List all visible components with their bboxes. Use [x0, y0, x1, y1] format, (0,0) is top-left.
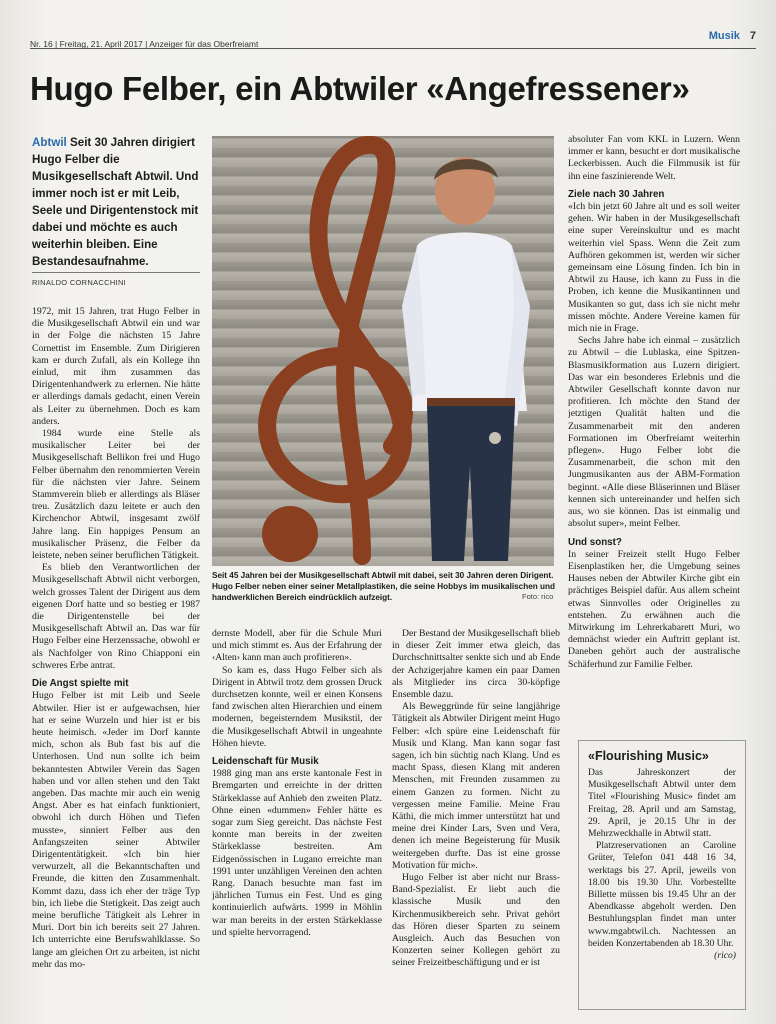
clef-base-disc: [262, 506, 318, 562]
paragraph: Sechs Jahre habe ich einmal – zusätzlich zu Abtwil – die Lublaska, eine Spitzen-Blasmusikformation aus Luzern dirigiert. Das war ein besonderes Erlebnis und die Abtwiler Gesellschaft konnte davon nur profitieren. Ich möchte den Stand der jetztigen Qualität halten und die Zusammenarbeit mit den anderen Formationen im Oberfreiamt weiterhin pflegen». Hugo Felber lobt die Zusammenarbeit, die schon mit den Jungmusikanten aus der ABM-Formation beginnt. «Alle diese Bläserinnen und Bläser kennen sich untereinander und helfen sich aus, wo sie können. Das ist einmalig und absolut super», meint Felber.: [568, 335, 740, 530]
article-column-4: [568, 134, 740, 734]
issue-line: Nr. 16 | Freitag, 21. April 2017 | Anzeiger für das Oberfreiamt: [30, 39, 259, 49]
photo-caption: Seit 45 Jahren bei der Musikgesellschaft Abtwil mit dabei, seit 30 Jahren deren Dirigent. Hugo Felber neben einer seiner Metallplastiken, die seine Hobbys im musikalischen und handwerklichen Bereich eindrücklich aufzeigt.: [212, 571, 556, 602]
info-box-signature: (rico): [714, 950, 736, 962]
subheading: Und sonst?: [568, 536, 622, 548]
paragraph: Es blieb den Verantwortlichen der Musikgesellschaft Abtwil nicht verborgen, welch grosses Talent der Dirigent aus dem eigenen Dorf hatte und so bestieg er 1987 die Dirigentenstelle bei der Musikgesellschaft Abtwil an. Das war für Hugo Felber eine Herzenssache, obwohl er als Nachfolger von Rino Chiapponi ein schweres Erbe antrat.: [32, 562, 200, 671]
paragraph: 1972, mit 15 Jahren, trat Hugo Felber in die Musikgesellschaft Abtwil ein und war in der Folge die nächsten 15 Jahre Cornettist im Ensemble. Zum Dirigieren kam er durch Zufall, als ein Kollege ihn einlud, mit ihm zusammen das Dirigentenhandwerk zu erlernen. Nie hätte er allerdings damals gedacht, einen Verein als Leiter zu übernehmen. Doch es kam anders.: [32, 306, 200, 427]
page-number: 7: [749, 30, 756, 42]
info-box-title: «Flourishing Music»: [588, 749, 709, 763]
paragraph: Der Bestand der Musikgesellschaft blieb in dieser Zeit immer etwa gleich, das Durchschnittsalter senkte sich und ab Ende der Achzigerjahre kamen ein paar Damen als Mitglieder ins circa 30-köpfige Ensemble dazu.: [392, 628, 560, 701]
article-photo: [212, 136, 554, 566]
paragraph: Als Beweggründe für seine langjährige Tätigkeit als Abtwiler Dirigent meint Hugo Felber: «Ich spüre eine Leidenschaft für Musik und Klang. Man kann sogar fast sagen, ich bin süchtig nach Klang. Und es macht Spass, diesen Klang mit anderen Menschen, mit Freunden zusammen zu einem Ganzen zu formen. Nicht zu vergessen meine Familie. Meine Frau Käthi, die mich immer unterstützt hat und meine drei Kinder Lars, Sven und Vera, denen ich meine Begeisterung für Musik weitergeben durfte. Das ist eine grosse Motivation für mich».: [392, 701, 560, 871]
section-name: Musik: [708, 30, 740, 42]
subheading: Die Angst spielte mit: [32, 678, 129, 690]
info-box-paragraph: Das Jahreskonzert der Musikgesellschaft Abtwil unter dem Titel «Flourishing Music» findet am Freitag, 28. April und am Samstag, 29. April, je 20.15 Uhr in der Mehrzweckhalle in Abtwil statt.: [588, 767, 736, 840]
photo-credit: Foto: rico: [522, 592, 554, 601]
article-column-1: [32, 306, 200, 1006]
concert-info-box: [578, 740, 746, 1010]
paragraph: absoluter Fan vom KKL in Luzern. Wenn immer er kann, besucht er dort musikalische Leckerbissen. Auch die Filmmusik ist für ihn eine faszinierende Welt.: [568, 134, 740, 182]
paragraph: 1988 ging man ans erste kantonale Fest in Bremgarten und erreichte in der dritten Stärkeklasse auf Anhieb den zweiten Platz. Ohne einen «dummen» Fehler hätte es sogar zum Sieg gereicht. Das nächste Fest konnte man bereits in der zweiten Stärkeklasse bestreiten. Am Eidgenössischen in Lugano erreichte man 1991 unter unzähligen Vereinen den achten Rang. Danach besuchte man fast im jährlichen Turnus ein Fest. Und es ging kontinuierlich aufwärts. 1999 in Möhlin war man bereits in der ersten Stärkeklasse und spielte hervorragend.: [212, 768, 382, 938]
section-label: [709, 30, 756, 42]
subheading: Ziele nach 30 Jahren: [568, 188, 665, 200]
lead-text: Seit 30 Jahren dirigiert Hugo Felber die Musikgesellschaft Abtwil. Und immer noch ist er mit Leib, Seele und Dirigentenstock mit dabei und möchte es auch weiterhin bleiben. Eine Bestandesaufnahme.: [32, 136, 199, 268]
headline: Hugo Felber, ein Abtwiler «Angefressener»: [30, 70, 690, 107]
info-box-paragraph: Platzreservationen an Caroline Grüter, Telefon 041 448 16 34, werktags bis 27. April, jeweils von 18.00 bis 19.30 Uhr. Vorbestellte Billette müssen bis 19.45 Uhr an der Abendkasse abgeholt werden. Den Bestuhlungsplan findet man unter www.mgabtwil.ch. Nachtessen an beiden Konzertabenden ab 18.30 Uhr.: [588, 840, 736, 949]
paragraph: Hugo Felber ist mit Leib und Seele Abtwiler. Hier ist er aufgewachsen, hier hat er seine Wurzeln und hier ist er bis heute heimisch. «Jeder im Dorf kannte mich, schon als Bub fast bis auf die Unterhosen. Und nun sollte ich beim bekanntesten Abtwiler Verein das Sagen haben und vor allen stehen und den Takt angeben. Das machte mir auch ein wenig Angst. Aber es hat einfach funktioniert, obwohl ich durch Höhen und Tiefen musste», sinniert Felber aus den Anfangszeiten seiner Abtwiler Dirigententätigkeit. «Ich bin hier verwurzelt, all die Bekanntschaften und Freunde, die kitten den Zusammenhalt. Kommt dazu, dass ich eher der träge Typ bin, ich liebe die Stetigkeit. Das zeigt auch meine berufliche Tätigkeit als Lehrer in Muri. Dort bin ich bereits seit 27 Jahren. Ich unterrichte eine Berufswahlklasse. So lange am gleichen Ort zu arbeiten, ist nicht mehr das mo-: [32, 690, 200, 970]
article-column-2: [212, 628, 382, 1008]
paragraph: dernste Modell, aber für die Schule Muri und mich stimmt es. Aus der Erfahrung der ‹Alten› kann man auch profitieren».: [212, 628, 382, 664]
photo-illustration: [212, 136, 554, 566]
paragraph: In seiner Freizeit stellt Hugo Felber Eisenplastiken her, die Umgebung seines Hauses neben der Abtwiler Kirche gibt ein prächtiges Beispiel dafür. Aus allem scheint etwas Sinnvolles oder Originelles zu entstehen. Zu erwähnen auch die Mitwirkung im Lehrerkabarett Muri, wo demnächst wieder ein Auftritt geplant ist. Daneben gehört auch der australische Schäferhund zur Familie Felber.: [568, 548, 740, 670]
lead-paragraph: [32, 134, 200, 270]
lead-divider: [32, 272, 200, 273]
paragraph: Hugo Felber ist aber nicht nur Brass-Band-Spezialist. Er liebt auch die klassische Musik und den Kirchenmusikbereich sehr. Privat gehört das Hören dieser Sparten zu seinem Ausgleich. Auch das Besuchen von Konzerten seiner Kollegen gehört zu seiner Freizeitbeschäftigung und er ist: [392, 872, 560, 969]
subheading: Leidenschaft für Musik: [212, 756, 319, 768]
article-column-3: [392, 628, 560, 1008]
paragraph: «Ich bin jetzt 60 Jahre alt und es soll weiter gehen. Wir haben in der Musikgesellschaft eine super Vereinskultur und es macht weiterhin viel Spass. Wenn die Zeit zum Aufhören gekommen ist, werden wir sicher gemeinsam eine Lösung finden. Ich bin in Abtwil zu Hause, ich kann zu Fuss in die Proben, ich kenne die Musikantinnen und Musikanten so gut, dass ich sie nicht mehr missen möchte. Andere Vereine kamen für mich nie in Frage.: [568, 201, 740, 335]
paragraph: So kam es, dass Hugo Felber sich als Dirigent in Abtwil trotz dem grossen Druck durchsetzen konnte, weil er einen Konsens fand zwischen alten Hierarchien und einem modernen, begeisterndem Musikstil, der die Musikgesellschaft Abtwil in ungeahnte Höhen hievte.: [212, 664, 382, 749]
header-divider: [30, 48, 756, 49]
author-byline: RINALDO CORNACCHINI: [32, 278, 127, 287]
person-figure: [402, 157, 530, 561]
lead-place: Abtwil: [32, 136, 67, 149]
treble-clef-sculpture: [267, 145, 404, 556]
paragraph: 1984 wurde eine Stelle als musikalischer Leiter bei der Musikgesellschaft Bellikon frei und Hugo Felber übernahm den renommierten Verein für die nächsten vier Jahre. Seinem Stammverein blieb er allerdings als Bläser treu. Zusätzlich dazu leitete er auch den Kirchenchor Abtwil, insgesamt zwölf Jahre lang. Ein happiges Pensum an musikalischer Präsenz, die Felber da leistete, neben seiner beruflichen Tätigkeit.: [32, 428, 200, 562]
